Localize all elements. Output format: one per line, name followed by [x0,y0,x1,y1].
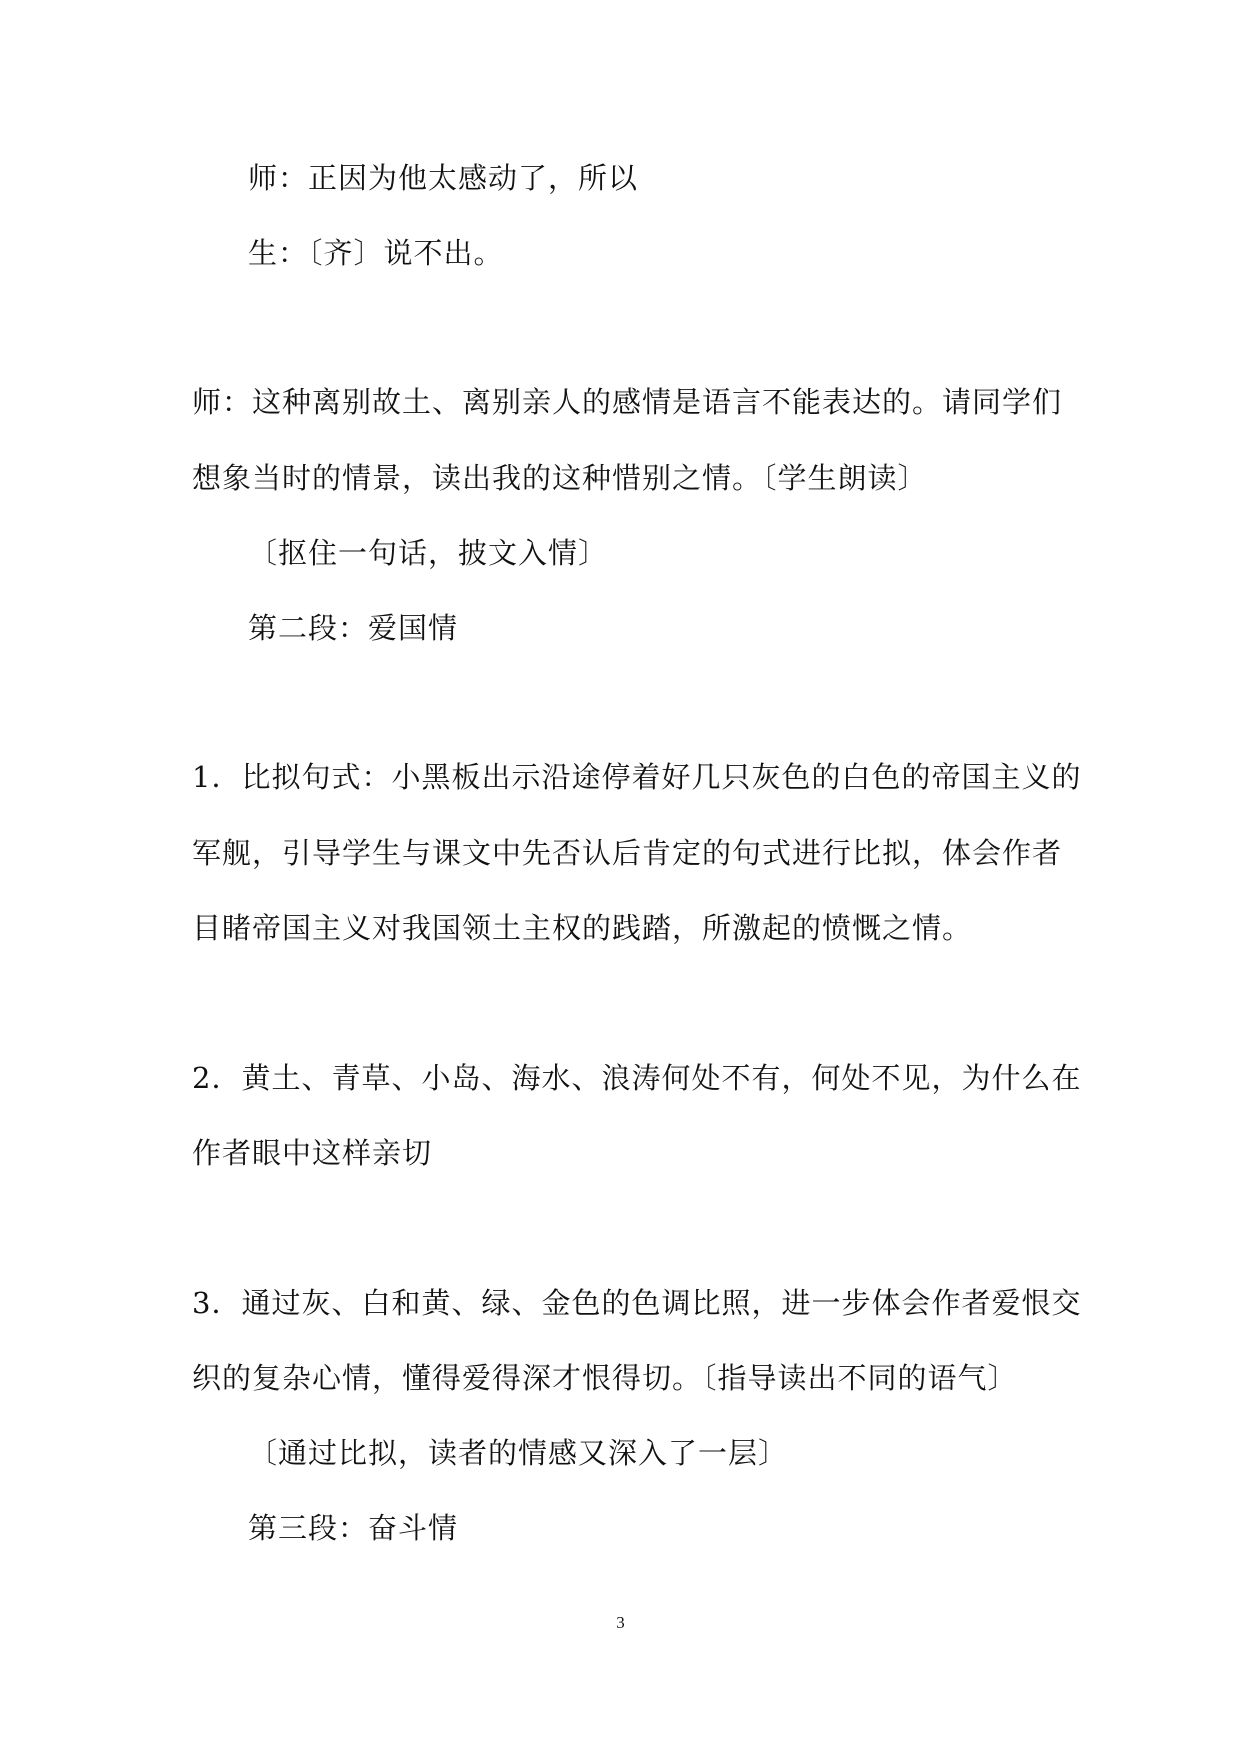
text-line: 织的复杂心情，懂得爱得深才恨得切。〔指导读出不同的语气〕 [192,1361,1018,1395]
text-line: 作者眼中这样亲切 [192,1136,433,1170]
text-line: 师：这种离别故土、离别亲人的感情是语言不能表达的。请同学们 [192,385,1063,419]
section-heading: 第二段：爱国情 [248,611,459,645]
text-line: 2．黄土、青草、小岛、海水、浪涛何处不有，何处不见，为什么在 [192,1061,1082,1095]
text-line: 生：〔齐〕说不出。 [248,236,504,270]
section-heading: 第三段：奋斗情 [248,1511,459,1545]
text-line: 〔抠住一句话，披文入情〕 [248,536,609,570]
text-line: 1．比拟句式：小黑板出示沿途停着好几只灰色的白色的帝国主义的 [192,760,1082,794]
text-line: 3．通过灰、白和黄、绿、金色的色调比照，进一步体会作者爱恨交 [192,1286,1082,1320]
text-line: 目睹帝国主义对我国领土主权的践踏，所激起的愤慨之情。 [192,911,973,945]
text-line: 〔通过比拟，读者的情感又深入了一层〕 [248,1436,789,1470]
text-line: 师：正因为他太感动了，所以 [248,161,639,195]
page-number: 3 [616,1613,625,1632]
text-line: 军舰，引导学生与课文中先否认后肯定的句式进行比拟，体会作者 [192,836,1063,870]
text-line: 想象当时的情景，读出我的这种惜别之情。〔学生朗读〕 [192,461,928,495]
